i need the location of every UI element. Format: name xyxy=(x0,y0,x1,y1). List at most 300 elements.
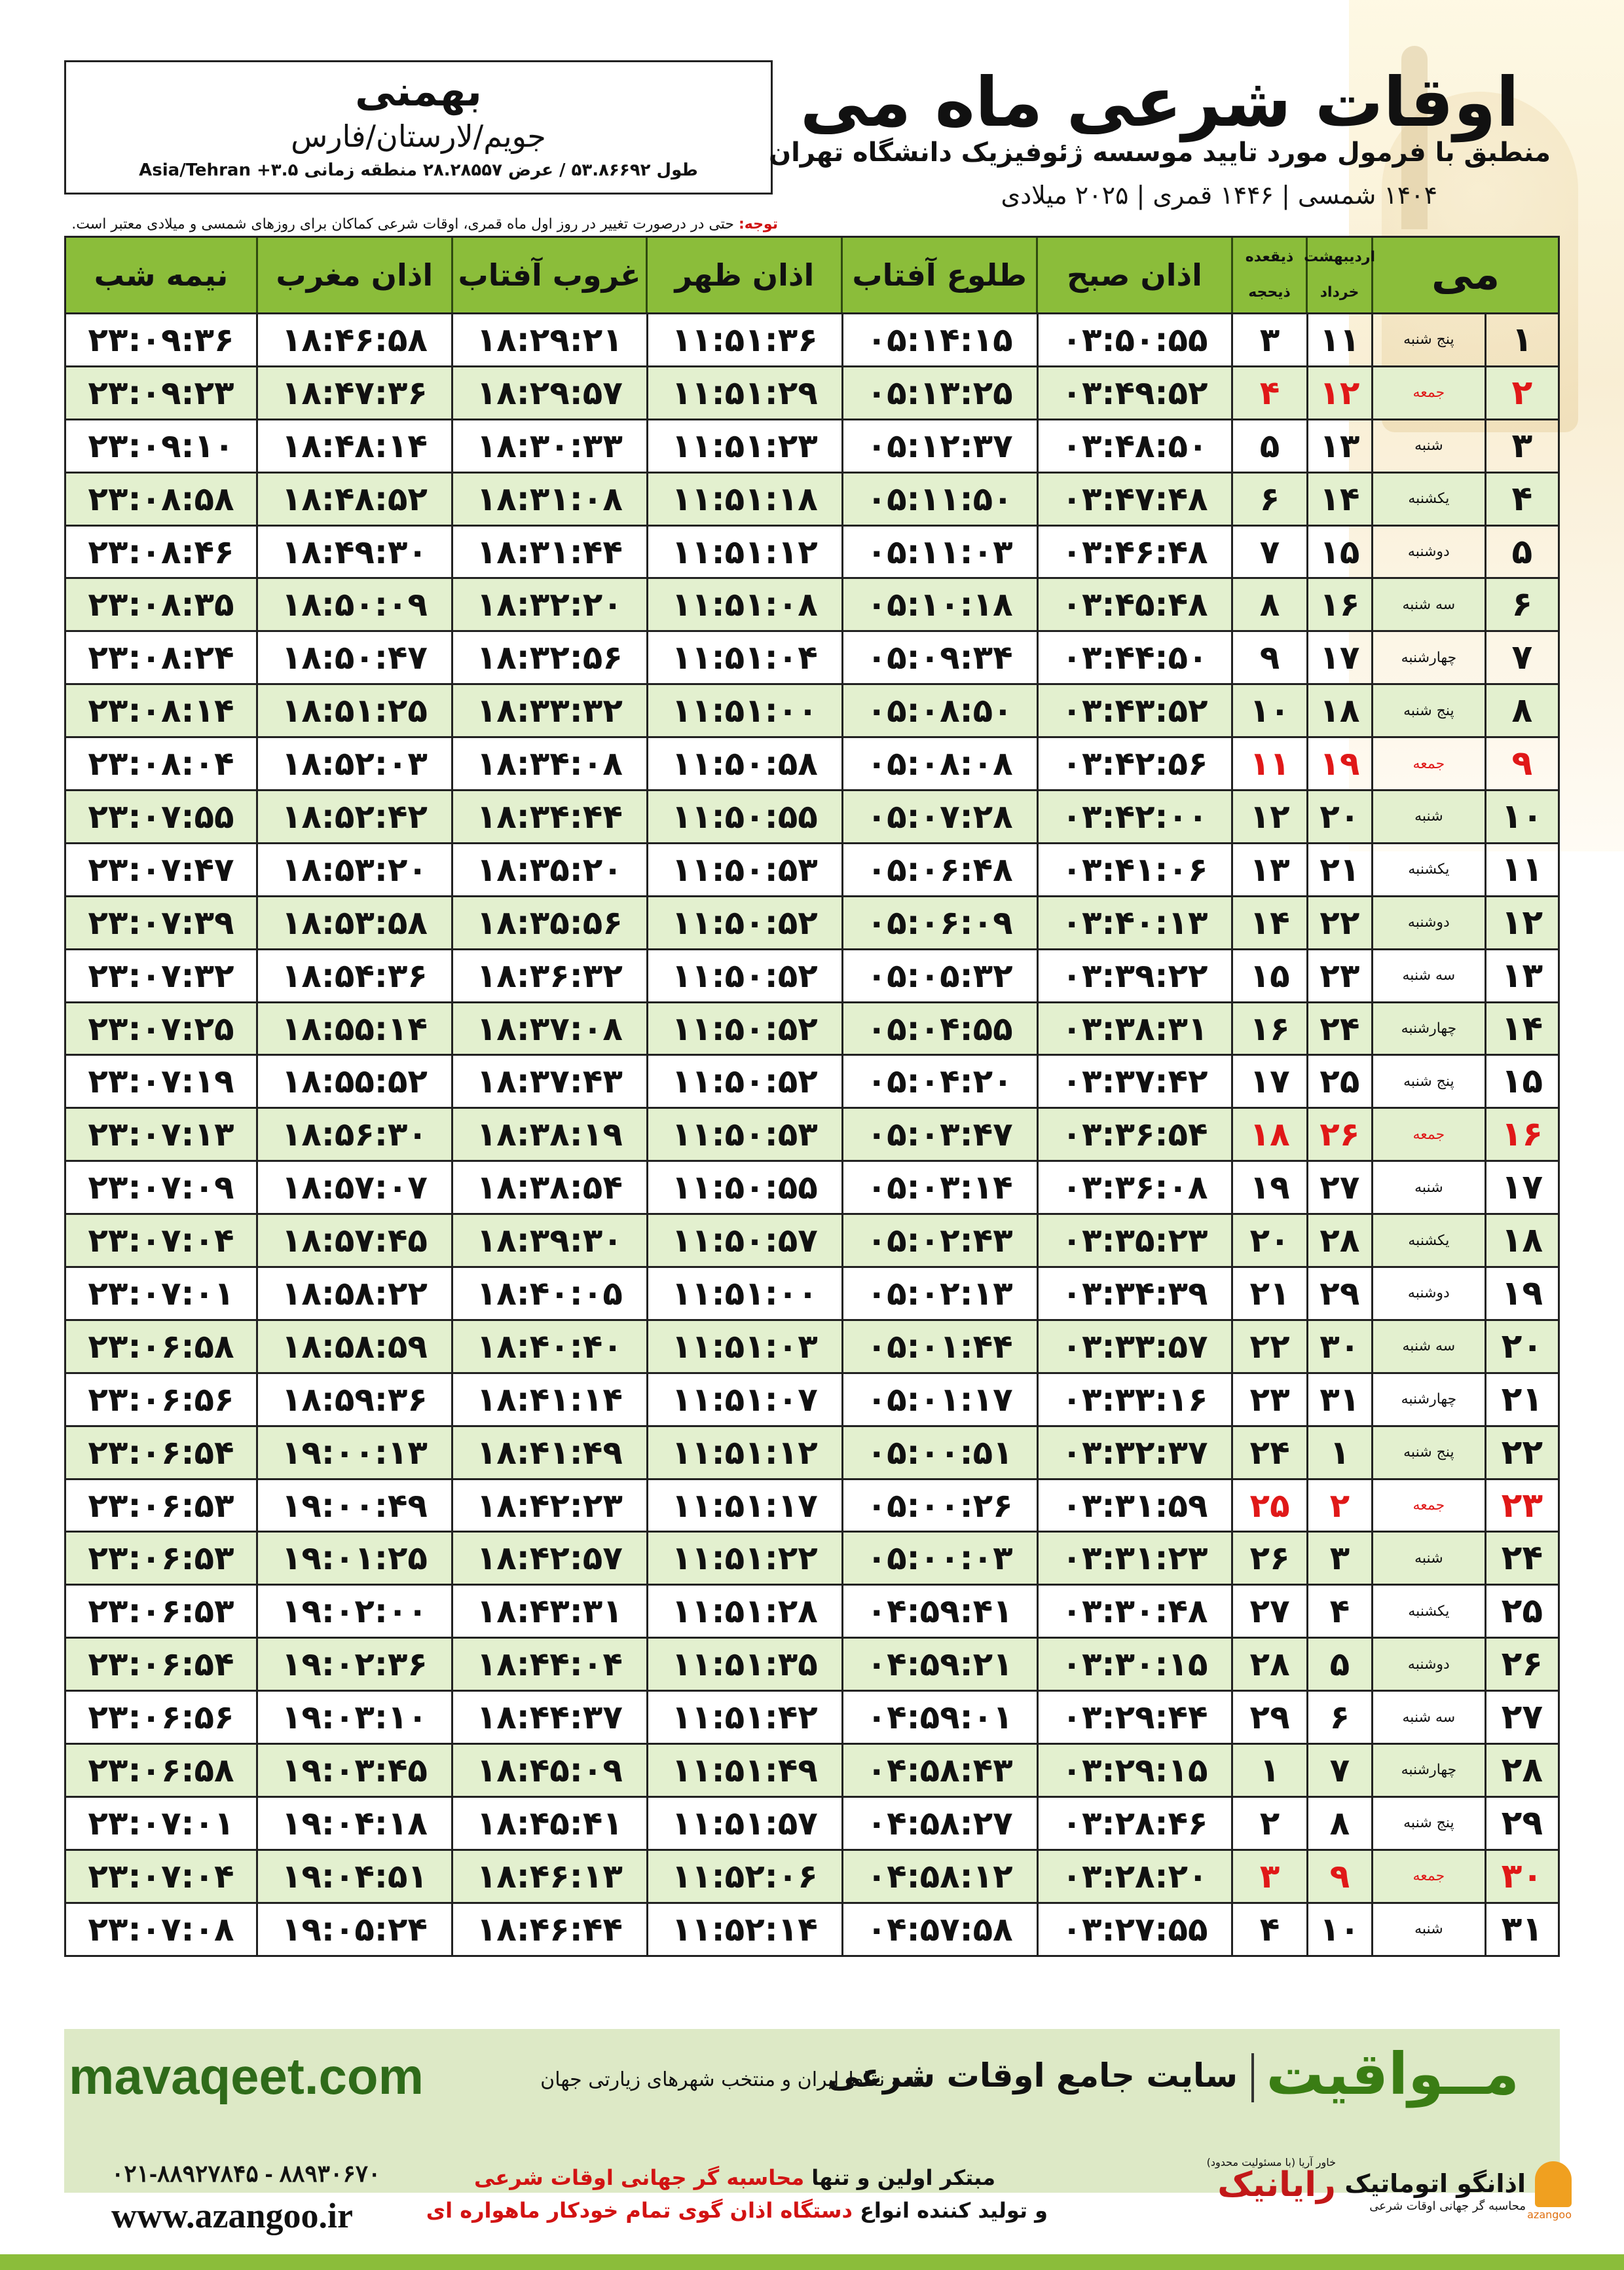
cell-hijri-day: ۳ xyxy=(1233,314,1308,365)
cell-hijri-day: ۱۵ xyxy=(1233,950,1308,1001)
cell-tolu: ۰۵:۰۰:۵۱ xyxy=(843,1427,1039,1478)
note xyxy=(64,216,778,233)
cell-sobh: ۰۳:۴۳:۵۲ xyxy=(1039,685,1234,736)
cell-weekday: پنج شنبه xyxy=(1373,314,1486,365)
cell-tolu: ۰۴:۵۸:۲۷ xyxy=(843,1798,1039,1849)
table-row xyxy=(64,1268,1560,1321)
cell-shamsi-day: ۲۵ xyxy=(1308,1056,1373,1107)
cell-hijri-day: ۱۷ xyxy=(1233,1056,1308,1107)
cell-sobh: ۰۳:۳۳:۵۷ xyxy=(1039,1321,1234,1372)
cell-nimeh-shab: ۲۳:۰۶:۵۳ xyxy=(66,1480,258,1531)
page-subtitle: منطبق با فرمول مورد تایید موسسه ژئوفیزیک دانشگاه تهران xyxy=(768,138,1551,168)
cell-nimeh-shab: ۲۳:۰۹:۳۶ xyxy=(66,314,258,365)
cell-nimeh-shab: ۲۳:۰۶:۵۳ xyxy=(66,1533,258,1584)
cell-may-day: ۱۳ xyxy=(1501,956,1543,995)
cell-maghrib: ۱۹:۰۲:۳۶ xyxy=(258,1639,453,1690)
cell-zohr: ۱۱:۵۰:۵۲ xyxy=(648,897,843,948)
cell-nimeh-shab: ۲۳:۰۸:۴۶ xyxy=(66,527,258,578)
cell-maghrib: ۱۸:۵۶:۳۰ xyxy=(258,1109,453,1160)
cell-may-day: ۱۰ xyxy=(1501,796,1543,836)
cell-zohr: ۱۱:۵۰:۵۷ xyxy=(648,1215,843,1266)
table-row xyxy=(64,1692,1560,1745)
cell-may-day: ۲۹ xyxy=(1501,1803,1543,1843)
cell-nimeh-shab: ۲۳:۰۷:۰۴ xyxy=(66,1215,258,1266)
cell-ghorub: ۱۸:۲۹:۵۷ xyxy=(453,367,648,419)
cell-maghrib: ۱۸:۴۷:۳۶ xyxy=(258,367,453,419)
cell-may-day: ۱ xyxy=(1511,320,1533,360)
col-header-tolu: طلوع آفتاب xyxy=(843,238,1038,312)
cell-nimeh-shab: ۲۳:۰۸:۱۴ xyxy=(66,685,258,736)
cell-may-day: ۱۶ xyxy=(1501,1115,1543,1155)
cell-ghorub: ۱۸:۲۹:۲۱ xyxy=(453,314,648,365)
table-row xyxy=(64,1427,1560,1480)
table-row xyxy=(64,897,1560,950)
hijri-month-bottom: ذیحجه xyxy=(1248,284,1291,301)
rayanik-logo-sub: (با مسئولیت محدود) خاور آریا xyxy=(1206,2156,1336,2168)
cell-may-day: ۷ xyxy=(1511,638,1533,678)
cell-sobh: ۰۳:۳۱:۵۹ xyxy=(1039,1480,1234,1531)
cell-ghorub: ۱۸:۳۴:۴۴ xyxy=(453,791,648,842)
table-body xyxy=(64,314,1560,1957)
hijri-month-top: ذیقعده xyxy=(1245,249,1294,265)
cell-tolu: ۰۵:۰۰:۲۶ xyxy=(843,1480,1039,1531)
cell-weekday: جمعه xyxy=(1373,1109,1486,1160)
table-row xyxy=(64,1321,1560,1374)
cell-weekday: پنج شنبه xyxy=(1373,1427,1486,1478)
cell-shamsi-day: ۲۷ xyxy=(1308,1162,1373,1213)
cell-weekday: یکشنبه xyxy=(1373,474,1486,525)
table-row xyxy=(64,1639,1560,1692)
cell-tolu: ۰۵:۰۷:۲۸ xyxy=(843,791,1039,842)
cell-nimeh-shab: ۲۳:۰۷:۳۲ xyxy=(66,950,258,1001)
cell-ghorub: ۱۸:۳۴:۰۸ xyxy=(453,738,648,789)
cell-tolu: ۰۵:۰۴:۵۵ xyxy=(843,1003,1039,1054)
col-header-hijri xyxy=(1233,238,1308,312)
cell-weekday: شنبه xyxy=(1373,1162,1486,1213)
cell-sobh: ۰۳:۳۰:۴۸ xyxy=(1039,1586,1234,1637)
cell-shamsi-day: ۶ xyxy=(1308,1692,1373,1743)
cell-nimeh-shab: ۲۳:۰۶:۵۳ xyxy=(66,1586,258,1637)
table-row xyxy=(64,685,1560,738)
col-header-ghorub: غروب آفتاب xyxy=(453,238,648,312)
table-row xyxy=(64,1215,1560,1268)
cell-shamsi-day: ۵ xyxy=(1308,1639,1373,1690)
cell-tolu: ۰۴:۵۸:۱۲ xyxy=(843,1851,1039,1902)
cell-hijri-day: ۵ xyxy=(1233,420,1308,472)
table-row xyxy=(64,579,1560,632)
table-row xyxy=(64,1798,1560,1851)
cell-hijri-day: ۸ xyxy=(1233,579,1308,630)
cell-shamsi-day: ۱ xyxy=(1308,1427,1373,1478)
page-title: اوقات شرعی ماه می xyxy=(800,62,1519,142)
cell-nimeh-shab: ۲۳:۰۶:۵۸ xyxy=(66,1745,258,1796)
cell-nimeh-shab: ۲۳:۰۷:۱۳ xyxy=(66,1109,258,1160)
cell-tolu: ۰۵:۰۳:۱۴ xyxy=(843,1162,1039,1213)
cell-hijri-day: ۳ xyxy=(1233,1851,1308,1902)
cell-nimeh-shab: ۲۳:۰۶:۵۴ xyxy=(66,1639,258,1690)
cell-shamsi-day: ۲۹ xyxy=(1308,1268,1373,1319)
cell-nimeh-shab: ۲۳:۰۹:۲۳ xyxy=(66,367,258,419)
cell-zohr: ۱۱:۵۱:۱۲ xyxy=(648,1427,843,1478)
cell-ghorub: ۱۸:۴۰:۴۰ xyxy=(453,1321,648,1372)
cell-nimeh-shab: ۲۳:۰۷:۲۵ xyxy=(66,1003,258,1054)
cell-zohr: ۱۱:۵۰:۵۵ xyxy=(648,791,843,842)
cell-shamsi-day: ۴ xyxy=(1308,1586,1373,1637)
cell-tolu: ۰۵:۱۰:۱۸ xyxy=(843,579,1039,630)
cell-shamsi-day: ۲۱ xyxy=(1308,844,1373,895)
cell-tolu: ۰۴:۵۹:۴۱ xyxy=(843,1586,1039,1637)
cell-zohr: ۱۱:۵۱:۲۹ xyxy=(648,367,843,419)
cell-sobh: ۰۳:۲۹:۴۴ xyxy=(1039,1692,1234,1743)
cell-zohr: ۱۱:۵۱:۳۵ xyxy=(648,1639,843,1690)
cell-may-day: ۲۴ xyxy=(1501,1538,1543,1578)
table-row xyxy=(64,474,1560,527)
cell-ghorub: ۱۸:۴۲:۵۷ xyxy=(453,1533,648,1584)
shamsi-month-bottom: خرداد xyxy=(1320,284,1359,301)
cell-ghorub: ۱۸:۴۲:۲۳ xyxy=(453,1480,648,1531)
col-header-zohr: اذان ظهر xyxy=(648,238,843,312)
cell-weekday: پنج شنبه xyxy=(1373,1798,1486,1849)
cell-maghrib: ۱۹:۰۴:۵۱ xyxy=(258,1851,453,1902)
cell-shamsi-day: ۲۸ xyxy=(1308,1215,1373,1266)
cell-maghrib: ۱۹:۰۰:۴۹ xyxy=(258,1480,453,1531)
cell-may-day: ۴ xyxy=(1511,479,1533,519)
cell-may-day: ۲۲ xyxy=(1501,1432,1543,1472)
table-row xyxy=(64,1586,1560,1639)
cell-ghorub: ۱۸:۳۶:۳۲ xyxy=(453,950,648,1001)
cell-nimeh-shab: ۲۳:۰۸:۰۴ xyxy=(66,738,258,789)
table-row xyxy=(64,527,1560,580)
cell-sobh: ۰۳:۴۰:۱۳ xyxy=(1039,897,1234,948)
cell-zohr: ۱۱:۵۰:۵۳ xyxy=(648,1109,843,1160)
cell-tolu: ۰۵:۱۱:۰۳ xyxy=(843,527,1039,578)
cell-zohr: ۱۱:۵۰:۵۵ xyxy=(648,1162,843,1213)
cell-ghorub: ۱۸:۳۵:۵۶ xyxy=(453,897,648,948)
cell-zohr: ۱۱:۵۲:۱۴ xyxy=(648,1904,843,1955)
cell-ghorub: ۱۸:۳۱:۴۴ xyxy=(453,527,648,578)
promo-2-text: و تولید کننده انواع xyxy=(852,2198,1048,2223)
cell-sobh: ۰۳:۳۹:۲۲ xyxy=(1039,950,1234,1001)
cell-ghorub: ۱۸:۴۴:۰۴ xyxy=(453,1639,648,1690)
table-row xyxy=(64,1109,1560,1162)
note-label: توجه: xyxy=(738,216,778,233)
cell-may-day: ۱۸ xyxy=(1501,1221,1543,1261)
cell-zohr: ۱۱:۵۱:۱۷ xyxy=(648,1480,843,1531)
cell-may-day: ۲۶ xyxy=(1501,1645,1543,1684)
cell-may-day: ۲۸ xyxy=(1501,1750,1543,1790)
cell-sobh: ۰۳:۴۱:۰۶ xyxy=(1039,844,1234,895)
cell-hijri-day: ۹ xyxy=(1233,632,1308,683)
cell-weekday: چهارشنبه xyxy=(1373,1003,1486,1054)
cell-may-day: ۱۹ xyxy=(1501,1273,1543,1313)
brand-tagline-sub: همه نقاط ایران و منتخب شهرهای زیارتی جهان xyxy=(540,2068,923,2091)
cell-zohr: ۱۱:۵۱:۳۶ xyxy=(648,314,843,365)
cell-shamsi-day: ۷ xyxy=(1308,1745,1373,1796)
cell-weekday: چهارشنبه xyxy=(1373,632,1486,683)
phone-numbers: ۰۲۱-۸۸۹۲۷۸۴۵ - ۸۸۹۳۰۶۷۰ xyxy=(111,2160,381,2187)
table-row xyxy=(64,1851,1560,1904)
cell-weekday: چهارشنبه xyxy=(1373,1745,1486,1796)
cell-may-day: ۳۱ xyxy=(1501,1909,1543,1949)
cell-maghrib: ۱۸:۵۸:۵۹ xyxy=(258,1321,453,1372)
prayer-times-table xyxy=(64,236,1560,1957)
promo-line-2 xyxy=(426,2198,1048,2223)
brand-tagline: سایت جامع اوقات شرعی xyxy=(827,2056,1238,2094)
cell-weekday: سه شنبه xyxy=(1373,1321,1486,1372)
table-row xyxy=(64,1480,1560,1533)
cell-tolu: ۰۵:۰۸:۵۰ xyxy=(843,685,1039,736)
cell-shamsi-day: ۲۳ xyxy=(1308,950,1373,1001)
cell-hijri-day: ۲۸ xyxy=(1233,1639,1308,1690)
cell-may-day: ۲ xyxy=(1511,373,1533,413)
cell-weekday: دوشنبه xyxy=(1373,1268,1486,1319)
table-row xyxy=(64,632,1560,685)
cell-nimeh-shab: ۲۳:۰۸:۵۸ xyxy=(66,474,258,525)
cell-weekday: سه شنبه xyxy=(1373,579,1486,630)
cell-maghrib: ۱۹:۰۴:۱۸ xyxy=(258,1798,453,1849)
cell-ghorub: ۱۸:۳۵:۲۰ xyxy=(453,844,648,895)
table-row xyxy=(64,738,1560,791)
cell-weekday: شنبه xyxy=(1373,420,1486,472)
cell-ghorub: ۱۸:۴۱:۱۴ xyxy=(453,1374,648,1425)
cell-ghorub: ۱۸:۴۶:۱۳ xyxy=(453,1851,648,1902)
cell-maghrib: ۱۸:۵۱:۲۵ xyxy=(258,685,453,736)
calendar-years: ۱۴۰۴ شمسی | ۱۴۴۶ قمری | ۲۰۲۵ میلادی xyxy=(1001,181,1437,210)
cell-maghrib: ۱۸:۴۸:۵۲ xyxy=(258,474,453,525)
location-box xyxy=(64,60,773,195)
cell-zohr: ۱۱:۵۰:۵۲ xyxy=(648,1056,843,1107)
cell-maghrib: ۱۸:۴۸:۱۴ xyxy=(258,420,453,472)
cell-weekday: جمعه xyxy=(1373,1851,1486,1902)
cell-zohr: ۱۱:۵۱:۰۷ xyxy=(648,1374,843,1425)
cell-shamsi-day: ۱۶ xyxy=(1308,579,1373,630)
cell-sobh: ۰۳:۴۹:۵۲ xyxy=(1039,367,1234,419)
cell-ghorub: ۱۸:۳۲:۲۰ xyxy=(453,579,648,630)
cell-maghrib: ۱۸:۵۲:۴۲ xyxy=(258,791,453,842)
cell-zohr: ۱۱:۵۱:۰۰ xyxy=(648,685,843,736)
cell-tolu: ۰۴:۵۹:۰۱ xyxy=(843,1692,1039,1743)
cell-sobh: ۰۳:۳۴:۳۹ xyxy=(1039,1268,1234,1319)
cell-may-day: ۲۷ xyxy=(1501,1698,1543,1738)
cell-zohr: ۱۱:۵۰:۵۸ xyxy=(648,738,843,789)
cell-weekday: سه شنبه xyxy=(1373,1692,1486,1743)
cell-maghrib: ۱۸:۵۰:۴۷ xyxy=(258,632,453,683)
cell-shamsi-day: ۱۷ xyxy=(1308,632,1373,683)
cell-nimeh-shab: ۲۳:۰۷:۱۹ xyxy=(66,1056,258,1107)
cell-sobh: ۰۳:۴۷:۴۸ xyxy=(1039,474,1234,525)
cell-shamsi-day: ۱۴ xyxy=(1308,474,1373,525)
cell-maghrib: ۱۸:۵۵:۱۴ xyxy=(258,1003,453,1054)
cell-sobh: ۰۳:۳۸:۳۱ xyxy=(1039,1003,1234,1054)
table-header xyxy=(64,236,1560,314)
cell-tolu: ۰۵:۰۱:۴۴ xyxy=(843,1321,1039,1372)
cell-nimeh-shab: ۲۳:۰۷:۳۹ xyxy=(66,897,258,948)
cell-nimeh-shab: ۲۳:۰۷:۴۷ xyxy=(66,844,258,895)
promo-1-highlight: محاسبه گر جهانی اوقات شرعی xyxy=(474,2165,805,2190)
cell-tolu: ۰۵:۰۹:۳۴ xyxy=(843,632,1039,683)
cell-hijri-day: ۱۰ xyxy=(1233,685,1308,736)
cell-sobh: ۰۳:۴۸:۵۰ xyxy=(1039,420,1234,472)
cell-tolu: ۰۵:۰۰:۰۳ xyxy=(843,1533,1039,1584)
bottom-bar xyxy=(0,2254,1624,2270)
cell-sobh: ۰۳:۳۱:۲۳ xyxy=(1039,1533,1234,1584)
cell-zohr: ۱۱:۵۱:۴۹ xyxy=(648,1745,843,1796)
cell-tolu: ۰۴:۵۸:۴۳ xyxy=(843,1745,1039,1796)
cell-sobh: ۰۳:۳۶:۵۴ xyxy=(1039,1109,1234,1160)
cell-hijri-day: ۱ xyxy=(1233,1745,1308,1796)
cell-sobh: ۰۳:۲۸:۲۰ xyxy=(1039,1851,1234,1902)
cell-may-day: ۱۴ xyxy=(1501,1009,1543,1049)
cell-tolu: ۰۵:۰۸:۰۸ xyxy=(843,738,1039,789)
website-link[interactable]: www.azangoo.ir xyxy=(111,2196,353,2235)
table-row xyxy=(64,1533,1560,1586)
col-header-shamsi xyxy=(1304,238,1376,312)
cell-weekday: یکشنبه xyxy=(1373,844,1486,895)
cell-tolu: ۰۵:۰۵:۳۲ xyxy=(843,950,1039,1001)
cell-tolu: ۰۵:۱۳:۲۵ xyxy=(843,367,1039,419)
cell-zohr: ۱۱:۵۱:۱۲ xyxy=(648,527,843,578)
cell-zohr: ۱۱:۵۱:۲۸ xyxy=(648,1586,843,1637)
cell-sobh: ۰۳:۳۵:۲۳ xyxy=(1039,1215,1234,1266)
cell-maghrib: ۱۸:۵۷:۴۵ xyxy=(258,1215,453,1266)
cell-may-day: ۱۵ xyxy=(1501,1062,1543,1102)
cell-sobh: ۰۳:۳۰:۱۵ xyxy=(1039,1639,1234,1690)
cell-maghrib: ۱۸:۵۳:۵۸ xyxy=(258,897,453,948)
cell-hijri-day: ۷ xyxy=(1233,527,1308,578)
cell-may-day: ۲۱ xyxy=(1501,1379,1543,1419)
cell-hijri-day: ۱۱ xyxy=(1233,738,1308,789)
col-header-may: می xyxy=(1431,251,1500,299)
cell-hijri-day: ۱۳ xyxy=(1233,844,1308,895)
cell-may-day: ۲۰ xyxy=(1501,1326,1543,1366)
cell-hijri-day: ۲۱ xyxy=(1233,1268,1308,1319)
cell-weekday: شنبه xyxy=(1373,1904,1486,1955)
cell-maghrib: ۱۸:۵۷:۰۷ xyxy=(258,1162,453,1213)
cell-zohr: ۱۱:۵۲:۰۶ xyxy=(648,1851,843,1902)
cell-hijri-day: ۲۹ xyxy=(1233,1692,1308,1743)
cell-nimeh-shab: ۲۳:۰۷:۰۴ xyxy=(66,1851,258,1902)
table-row xyxy=(64,791,1560,844)
cell-maghrib: ۱۸:۵۵:۵۲ xyxy=(258,1056,453,1107)
cell-maghrib: ۱۹:۰۵:۲۴ xyxy=(258,1904,453,1955)
table-row xyxy=(64,420,1560,474)
cell-shamsi-day: ۲۰ xyxy=(1308,791,1373,842)
azangoo-logo: اذانگو اتوماتیک xyxy=(1344,2169,1526,2198)
cell-maghrib: ۱۸:۵۸:۲۲ xyxy=(258,1268,453,1319)
cell-ghorub: ۱۸:۴۰:۰۵ xyxy=(453,1268,648,1319)
cell-ghorub: ۱۸:۳۳:۳۲ xyxy=(453,685,648,736)
cell-may-day: ۱۲ xyxy=(1501,902,1543,942)
cell-tolu: ۰۴:۵۷:۵۸ xyxy=(843,1904,1039,1955)
cell-hijri-day: ۱۲ xyxy=(1233,791,1308,842)
table-row xyxy=(64,1904,1560,1957)
cell-nimeh-shab: ۲۳:۰۶:۵۴ xyxy=(66,1427,258,1478)
cell-zohr: ۱۱:۵۰:۵۲ xyxy=(648,1003,843,1054)
cell-ghorub: ۱۸:۴۱:۴۹ xyxy=(453,1427,648,1478)
cell-maghrib: ۱۸:۴۶:۵۸ xyxy=(258,314,453,365)
cell-shamsi-day: ۱۳ xyxy=(1308,420,1373,472)
cell-hijri-day: ۲۴ xyxy=(1233,1427,1308,1478)
cell-shamsi-day: ۱۹ xyxy=(1308,738,1373,789)
table-row xyxy=(64,1745,1560,1798)
cell-maghrib: ۱۹:۰۲:۰۰ xyxy=(258,1586,453,1637)
cell-may-day: ۲۳ xyxy=(1501,1485,1543,1525)
cell-hijri-day: ۲۷ xyxy=(1233,1586,1308,1637)
cell-hijri-day: ۱۶ xyxy=(1233,1003,1308,1054)
cell-may-day: ۸ xyxy=(1511,691,1533,731)
cell-ghorub: ۱۸:۳۸:۵۴ xyxy=(453,1162,648,1213)
cell-hijri-day: ۲۰ xyxy=(1233,1215,1308,1266)
cell-tolu: ۰۵:۰۶:۴۸ xyxy=(843,844,1039,895)
cell-zohr: ۱۱:۵۰:۵۲ xyxy=(648,950,843,1001)
location-coordinates: طول ۵۳.۸۶۶۹۲ / عرض ۲۸.۲۸۵۵۷ منطقه زمانی ۳.۵+ Asia/Tehran xyxy=(139,160,698,180)
cell-zohr: ۱۱:۵۱:۲۳ xyxy=(648,420,843,472)
cell-sobh: ۰۳:۴۲:۵۶ xyxy=(1039,738,1234,789)
table-row xyxy=(64,1374,1560,1427)
cell-may-day: ۳۰ xyxy=(1501,1856,1543,1896)
cell-maghrib: ۱۸:۵۲:۰۳ xyxy=(258,738,453,789)
note-text: حتی در درصورت تغییر در روز اول ماه قمری، اوقات شرعی کماکان برای روزهای شمسی و میلادی معتبر است. xyxy=(71,216,739,233)
cell-zohr: ۱۱:۵۱:۴۲ xyxy=(648,1692,843,1743)
table-row xyxy=(64,1003,1560,1056)
cell-weekday: دوشنبه xyxy=(1373,897,1486,948)
cell-weekday: سه شنبه xyxy=(1373,950,1486,1001)
cell-tolu: ۰۵:۱۲:۳۷ xyxy=(843,420,1039,472)
cell-may-day: ۳ xyxy=(1511,426,1533,466)
cell-maghrib: ۱۸:۵۰:۰۹ xyxy=(258,579,453,630)
site-url[interactable]: mavaqeet.com xyxy=(69,2047,424,2105)
promo-2-highlight: دستگاه اذان گوی تمام خودکار ماهواره ای xyxy=(426,2198,853,2223)
cell-sobh: ۰۳:۴۵:۴۸ xyxy=(1039,579,1234,630)
cell-ghorub: ۱۸:۴۴:۳۷ xyxy=(453,1692,648,1743)
col-header-maghrib: اذان مغرب xyxy=(258,238,453,312)
cell-weekday: یکشنبه xyxy=(1373,1586,1486,1637)
cell-sobh: ۰۳:۲۷:۵۵ xyxy=(1039,1904,1234,1955)
cell-ghorub: ۱۸:۳۷:۴۳ xyxy=(453,1056,648,1107)
cell-tolu: ۰۵:۰۳:۴۷ xyxy=(843,1109,1039,1160)
cell-maghrib: ۱۸:۴۹:۳۰ xyxy=(258,527,453,578)
cell-shamsi-day: ۲۶ xyxy=(1308,1109,1373,1160)
azangoo-logo-icon xyxy=(1535,2161,1572,2207)
brand-logo-text: مــواقیت xyxy=(1266,2040,1519,2108)
cell-shamsi-day: ۹ xyxy=(1308,1851,1373,1902)
table-row xyxy=(64,314,1560,367)
cell-maghrib: ۱۹:۰۱:۲۵ xyxy=(258,1533,453,1584)
cell-ghorub: ۱۸:۳۷:۰۸ xyxy=(453,1003,648,1054)
col-header-nimeh-shab: نیمه شب xyxy=(66,238,258,312)
cell-weekday: دوشنبه xyxy=(1373,527,1486,578)
cell-nimeh-shab: ۲۳:۰۷:۰۹ xyxy=(66,1162,258,1213)
location-city: جویم/لارستان/فارس xyxy=(291,119,546,154)
cell-sobh: ۰۳:۳۶:۰۸ xyxy=(1039,1162,1234,1213)
cell-maghrib: ۱۸:۵۴:۳۶ xyxy=(258,950,453,1001)
cell-weekday: چهارشنبه xyxy=(1373,1374,1486,1425)
cell-zohr: ۱۱:۵۱:۰۴ xyxy=(648,632,843,683)
table-row xyxy=(64,844,1560,897)
cell-ghorub: ۱۸:۳۱:۰۸ xyxy=(453,474,648,525)
cell-tolu: ۰۵:۰۲:۴۳ xyxy=(843,1215,1039,1266)
cell-nimeh-shab: ۲۳:۰۸:۳۵ xyxy=(66,579,258,630)
cell-tolu: ۰۵:۰۶:۰۹ xyxy=(843,897,1039,948)
cell-shamsi-day: ۱۵ xyxy=(1308,527,1373,578)
cell-nimeh-shab: ۲۳:۰۸:۲۴ xyxy=(66,632,258,683)
cell-weekday: شنبه xyxy=(1373,791,1486,842)
cell-weekday: دوشنبه xyxy=(1373,1639,1486,1690)
cell-ghorub: ۱۸:۴۳:۳۱ xyxy=(453,1586,648,1637)
cell-hijri-day: ۲۶ xyxy=(1233,1533,1308,1584)
cell-shamsi-day: ۳ xyxy=(1308,1533,1373,1584)
cell-zohr: ۱۱:۵۱:۵۷ xyxy=(648,1798,843,1849)
